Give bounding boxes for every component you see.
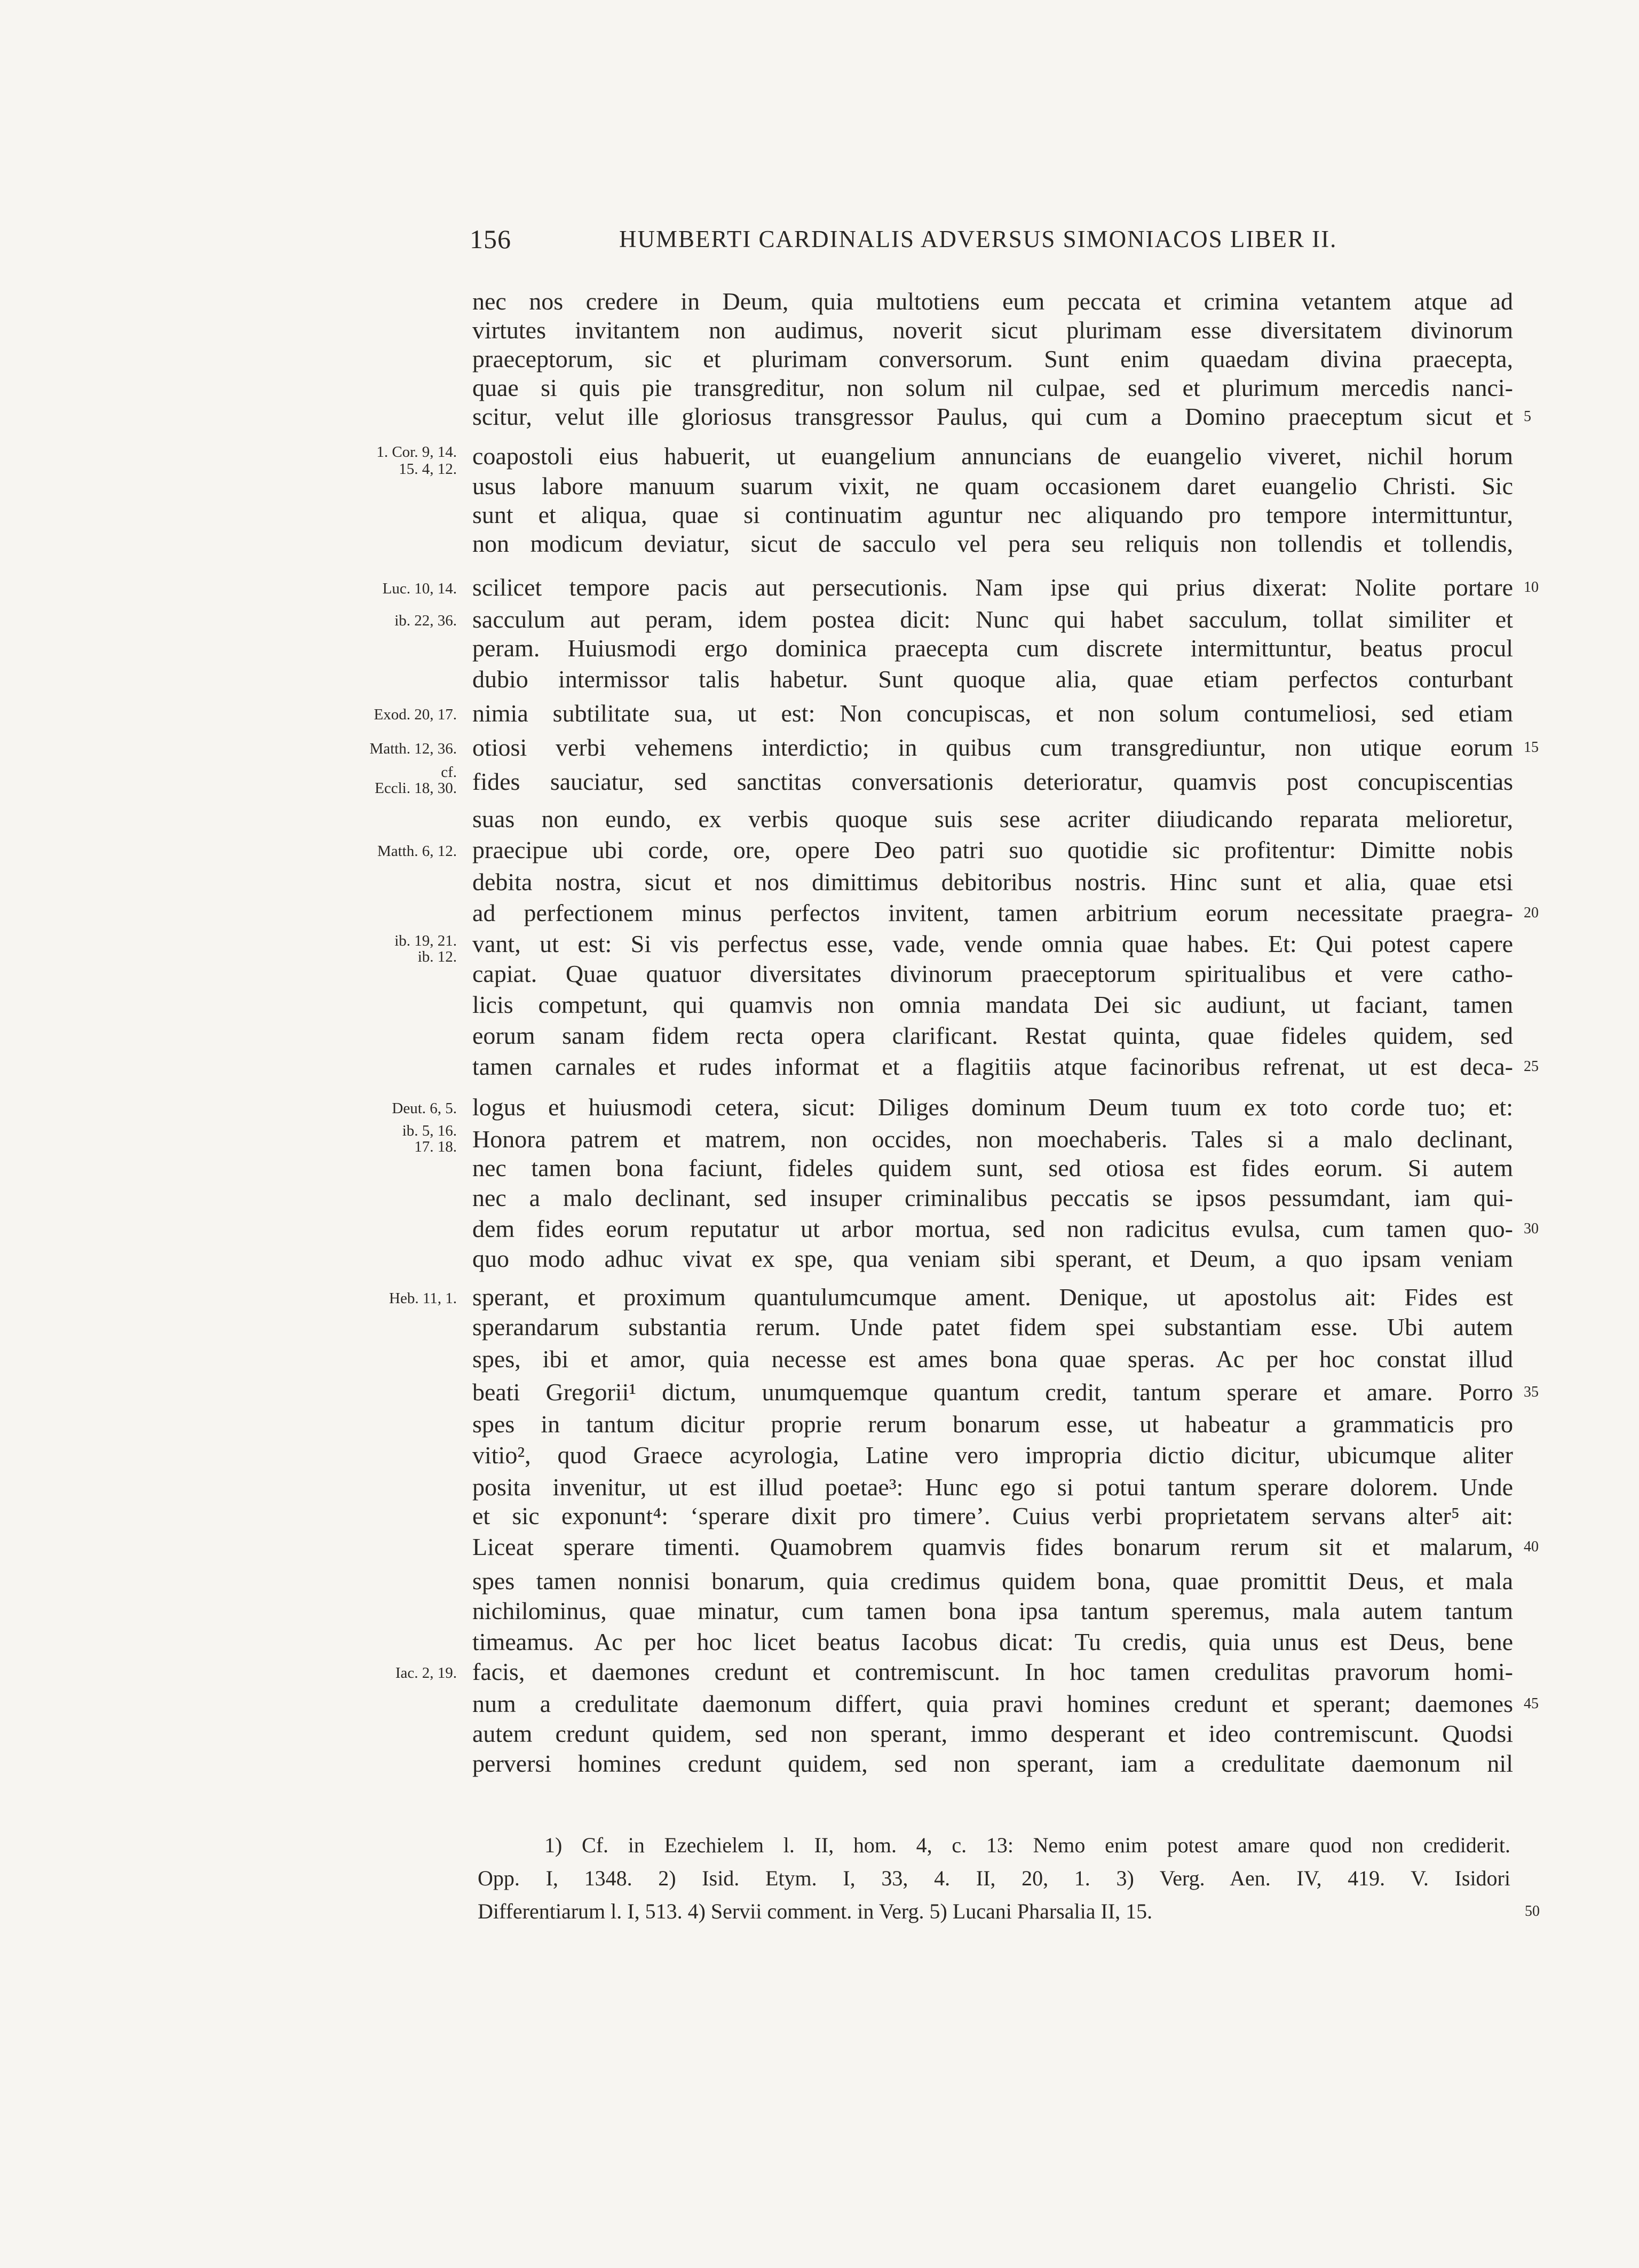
margin-ref: Matth. 12, 36. [369, 740, 457, 757]
text-line: timeamus. Ac per hoc licet beatus Iacobus dicat: Tu credis, quia unus est Deus, bene [472, 1628, 1513, 1655]
text-line: logus et huiusmodi cetera, sicut: Diliges dominum Deum tuum ex toto corde tuo; et: [472, 1093, 1513, 1121]
text-line: capiat. Quae quatuor diversitates divinorum praeceptorum spiritualibus et vere catho- [472, 960, 1513, 987]
line-number: 30 [1524, 1220, 1539, 1237]
text-line: beati Gregorii¹ dictum, unumquemque quantum credit, tantum sperare et amare. Porro [472, 1378, 1513, 1406]
text-line: Liceat sperare timenti. Quamobrem quamvis fides bonarum rerum sit et malarum, [472, 1533, 1513, 1560]
text-line: facis, et daemones credunt et contremiscunt. In hoc tamen credulitas pravorum homi- [472, 1658, 1513, 1685]
text-line: scilicet tempore pacis aut persecutionis. Nam ipse qui prius dixerat: Nolite portare [472, 574, 1513, 601]
text-line: nec nos credere in Deum, quia multotiens eum peccata et crimina vetantem atque ad [472, 288, 1513, 315]
margin-ref: Exod. 20, 17. [374, 706, 457, 723]
text-line: vitio², quod Graece acyrologia, Latine vero impropria dictio dicitur, ubicumque aliter [472, 1441, 1513, 1469]
text-line: ad perfectionem minus perfectos invitent, tamen arbitrium eorum necessitate praegra- [472, 899, 1513, 926]
text-line: praecipue ubi corde, ore, opere Deo patri suo quotidie sic profitentur: Dimitte nobis [472, 836, 1513, 863]
text-line: non modicum deviatur, sicut de sacculo vel pera seu reliquis non tollendis et tollendis, [472, 530, 1513, 557]
margin-ref: Matth. 6, 12. [377, 843, 457, 860]
text-line: vant, ut est: Si vis perfectus esse, vade, vende omnia quae habes. Et: Qui potest capere [472, 930, 1513, 957]
text-line: perversi homines credunt quidem, sed non sperant, iam a credulitate daemonum nil [472, 1750, 1513, 1777]
text-line: dem fides eorum reputatur ut arbor mortua, sed non radicitus evulsa, cum tamen quo- [472, 1215, 1513, 1242]
line-number: 40 [1524, 1539, 1539, 1555]
line-number: 50 [1525, 1903, 1540, 1920]
margin-ref: ib. 22, 36. [394, 612, 457, 629]
text-line: et sic exponunt⁴: ‘sperare dixit pro timere’. Cuius verbi proprietatem servans alter⁵ ait: [472, 1502, 1513, 1529]
margin-ref: Deut. 6, 5. [392, 1100, 457, 1117]
text-line: virtutes invitantem non audimus, noverit sicut plurimam esse diversitatem divinorum [472, 316, 1513, 344]
text-line: quo modo adhuc vivat ex spe, qua veniam sibi sperant, et Deum, a quo ipsam veniam [472, 1245, 1513, 1272]
page-number: 156 [470, 224, 511, 254]
line-number: 20 [1524, 905, 1539, 921]
margin-ref: Iac. 2, 19. [395, 1664, 457, 1682]
line-number: 25 [1524, 1058, 1539, 1075]
margin-ref: Heb. 11, 1. [389, 1290, 457, 1307]
text-line: praeceptorum, sic et plurimam conversorum. Sunt enim quaedam divina praecepta, [472, 345, 1513, 372]
text-line: sperandarum substantia rerum. Unde patet fidem spei substantiam esse. Ubi autem [472, 1313, 1513, 1341]
line-number: 10 [1524, 579, 1539, 596]
margin-ref: 17. 18. [414, 1138, 457, 1155]
margin-ref: Luc. 10, 14. [382, 580, 457, 597]
text-line: nichilominus, quae minatur, cum tamen bona ipsa tantum speremus, mala autem tantum [472, 1597, 1513, 1624]
text-line: suas non eundo, ex verbis quoque suis sese acriter diiudicando reparata melioretur, [472, 805, 1513, 832]
margin-ref: 15. 4, 12. [399, 461, 457, 478]
text-line: fides sauciatur, sed sanctitas conversationis deterioratur, quamvis post concupiscentias [472, 768, 1513, 795]
text-line: scitur, velut ille gloriosus transgressor Paulus, qui cum a Domino praeceptum sicut et [472, 403, 1513, 430]
text-line: nimia subtilitate sua, ut est: Non concupiscas, et non solum contumeliosi, sed etiam [472, 700, 1513, 727]
margin-ref: 1. Cor. 9, 14. [376, 443, 457, 461]
text-line: quae si quis pie transgreditur, non solum nil culpae, sed et plurimum mercedis nanci- [472, 374, 1513, 401]
text-line: debita nostra, sicut et nos dimittimus debitoribus nostris. Hinc sunt et alia, quae etsi [472, 868, 1513, 895]
margin-ref: Eccli. 18, 30. [375, 780, 457, 797]
text-line: nec tamen bona faciunt, fideles quidem sunt, sed otiosa est fides eorum. Si autem [472, 1154, 1513, 1181]
text-line: sunt et aliqua, quae si continuatim aguntur nec aliquando pro tempore intermittuntur, [472, 501, 1513, 528]
text-line: spes in tantum dicitur proprie rerum bonarum esse, ut habeatur a grammaticis pro [472, 1410, 1513, 1438]
text-line: num a credulitate daemonum differt, quia pravi homines credunt et sperant; daemones [472, 1690, 1513, 1717]
text-line: sacculum aut peram, idem postea dicit: Nunc qui habet sacculum, tollat similiter et [472, 606, 1513, 633]
text-line: eorum sanam fidem recta opera clarificant. Restat quinta, quae fideles quidem, sed [472, 1022, 1513, 1049]
footnote-line: Opp. I, 1348. 2) Isid. Etym. I, 33, 4. II, 20, 1. 3) Verg. Aen. IV, 419. V. Isidori [478, 1866, 1510, 1890]
text-line: sperant, et proximum quantulumcumque ament. Denique, ut apostolus ait: Fides est [472, 1283, 1513, 1311]
margin-ref: ib. 12. [417, 948, 457, 965]
footnote-line: Differentiarum l. I, 513. 4) Servii comment. in Verg. 5) Lucani Pharsalia II, 15. [478, 1899, 1153, 1923]
text-line: tamen carnales et rudes informat et a flagitiis atque facinoribus refrenat, ut est deca- [472, 1053, 1513, 1080]
text-line: spes, ibi et amor, quia necesse est ames bona quae speras. Ac per hoc constat illud [472, 1345, 1513, 1373]
line-number: 45 [1524, 1695, 1539, 1712]
text-line: dubio intermissor talis habetur. Sunt quoque alia, quae etiam perfectos conturbant [472, 665, 1513, 693]
text-line: nec a malo declinant, sed insuper criminalibus peccatis se ipsos pessumdant, iam qui- [472, 1184, 1513, 1211]
text-line: coapostoli eius habuerit, ut euangelium annuncians de euangelio viveret, nichil horum [472, 442, 1513, 470]
text-line: peram. Huiusmodi ergo dominica praecepta cum discrete intermittuntur, beatus procul [472, 635, 1513, 662]
text-line: otiosi verbi vehemens interdictio; in quibus cum transgrediuntur, non utique eorum [472, 734, 1513, 761]
text-line: spes tamen nonnisi bonarum, quia credimus quidem bona, quae promittit Deus, et mala [472, 1567, 1513, 1595]
running-title: HUMBERTI CARDINALIS ADVERSUS SIMONIACOS LIBER II. [619, 226, 1337, 252]
text-line: licis competunt, qui quamvis non omnia mandata Dei sic audiunt, ut faciant, tamen [472, 991, 1513, 1018]
margin-ref: cf. [441, 764, 457, 781]
margin-ref: ib. 5, 16. [402, 1122, 457, 1139]
line-number: 15 [1524, 739, 1539, 756]
footnote-line: 1) Cf. in Ezechielem l. II, hom. 4, c. 13: Nemo enim potest amare quod non crediderit. [544, 1833, 1510, 1857]
line-number: 35 [1524, 1384, 1539, 1400]
margin-ref: ib. 19, 21. [394, 932, 457, 949]
text-line: Honora patrem et matrem, non occides, non moechaberis. Tales si a malo declinant, [472, 1125, 1513, 1153]
text-line: usus labore manuum suarum vixit, ne quam occasionem daret euangelio Christi. Sic [472, 472, 1513, 499]
text-line: posita invenitur, ut est illud poetae³: Hunc ego si potui tantum sperare dolorem. Unde [472, 1473, 1513, 1501]
text-line: autem credunt quidem, sed non sperant, immo desperant et ideo contremiscunt. Quodsi [472, 1720, 1513, 1747]
line-number: 5 [1524, 408, 1531, 425]
